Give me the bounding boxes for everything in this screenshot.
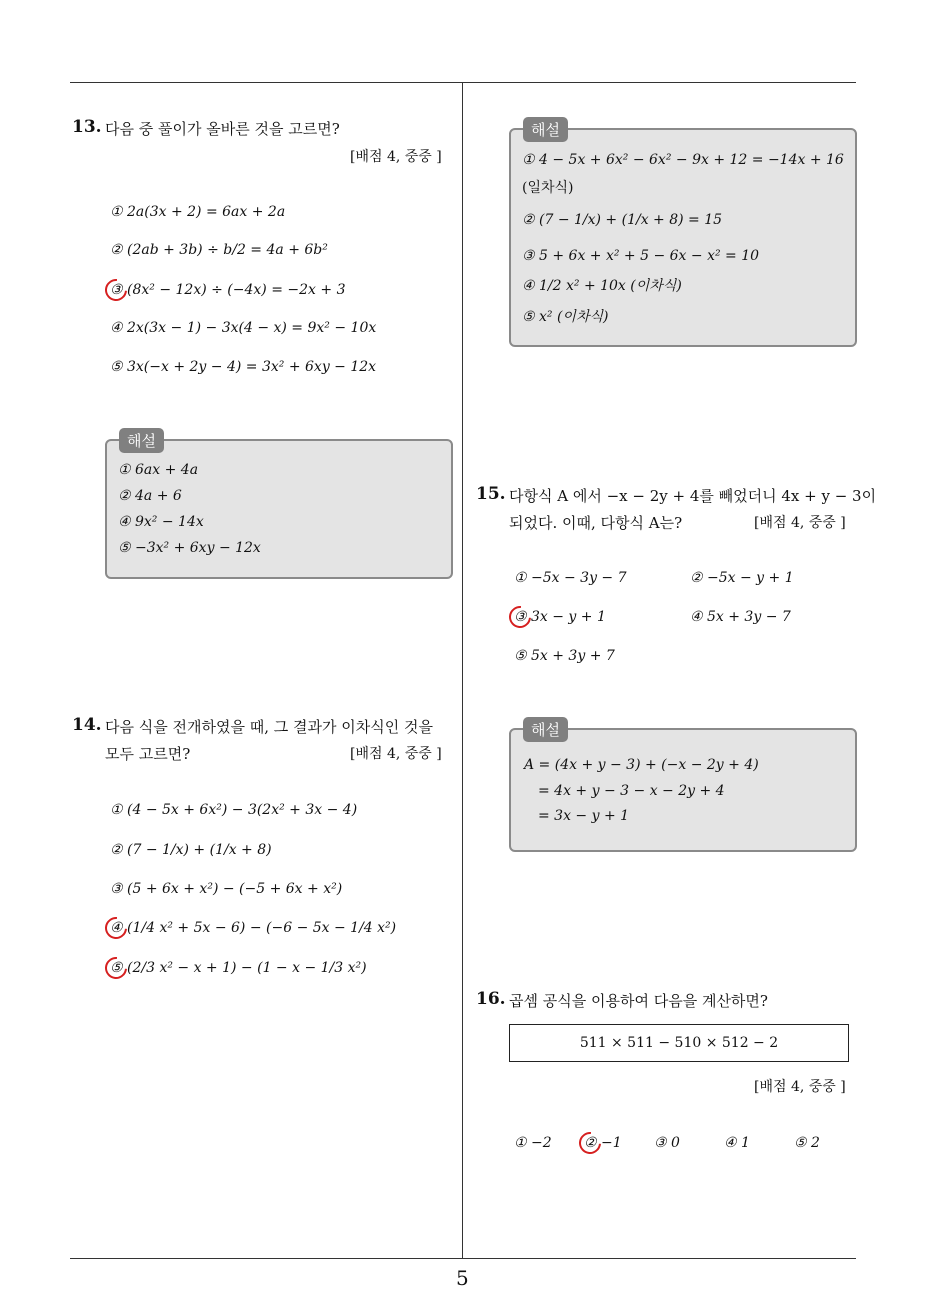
q15-text-line2: 되었다. 이때, 다항식 A는?	[509, 514, 683, 532]
q13-option-5[interactable]: ⑤ 3x(−x + 2y − 4) = 3x² + 6xy − 12x	[110, 359, 377, 375]
q13-text: 다음 중 풀이가 올바른 것을 고르면?	[105, 120, 340, 138]
q14-solution-line: ③ 5 + 6x + x² + 5 − 6x − x² = 10	[522, 248, 760, 264]
q16-option-2[interactable]: ② −1	[584, 1135, 622, 1151]
q16-option-5[interactable]: ⑤ 2	[794, 1135, 820, 1151]
q13-solution-tag: 해설	[119, 428, 164, 453]
q14-solution-line: ① 4 − 5x + 6x² − 6x² − 9x + 12 = −14x + 16	[522, 152, 844, 168]
q15-solution-line: A = (4x + y − 3) + (−x − 2y + 4)	[524, 757, 759, 773]
q16-option-1[interactable]: ① −2	[514, 1135, 552, 1151]
q16-number: 16.	[476, 989, 506, 1009]
q13-solution-line: ⑤ −3x² + 6xy − 12x	[118, 540, 261, 556]
q15-meta: [배점 4, 중중 ]	[754, 515, 846, 531]
q13-number: 13.	[72, 117, 102, 137]
answer-circle-icon	[101, 913, 132, 944]
q14-number: 14.	[72, 715, 102, 735]
q13-option-2[interactable]: ② (2ab + 3b) ÷ b/2 = 4a + 6b²	[110, 242, 328, 258]
q16-text: 곱셈 공식을 이용하여 다음을 계산하면?	[509, 992, 768, 1010]
q14-solution-line: (일차식)	[522, 180, 574, 196]
q14-solution-line: ⑤ x² (이차식)	[522, 309, 609, 325]
q14-text-line2: 모두 고르면?	[105, 745, 191, 763]
q14-solution-tag: 해설	[523, 117, 568, 142]
q14-solution-line: ④ 1/2 x² + 10x (이차식)	[522, 278, 682, 294]
q14-option-5[interactable]: ⑤ (2/3 x² − x + 1) − (1 − x − 1/3 x²)	[110, 960, 367, 976]
top-rule	[70, 82, 856, 83]
q14-option-2[interactable]: ② (7 − 1/x) + (1/x + 8)	[110, 842, 272, 858]
q14-option-4[interactable]: ④ (1/4 x² + 5x − 6) − (−6 − 5x − 1/4 x²)	[110, 920, 397, 936]
q13-option-4[interactable]: ④ 2x(3x − 1) − 3x(4 − x) = 9x² − 10x	[110, 320, 377, 336]
q14-meta: [배점 4, 중중 ]	[350, 746, 442, 762]
q14-option-3[interactable]: ③ (5 + 6x + x²) − (−5 + 6x + x²)	[110, 881, 343, 897]
q16-expression-box: 511 × 511 − 510 × 512 − 2	[509, 1024, 849, 1062]
q15-solution-line: = 4x + y − 3 − x − 2y + 4	[538, 783, 725, 799]
q13-solution-box	[105, 439, 453, 579]
q15-option-5[interactable]: ⑤ 5x + 3y + 7	[514, 648, 615, 664]
answer-circle-icon	[101, 953, 132, 984]
q15-option-2[interactable]: ② −5x − y + 1	[690, 570, 794, 586]
q16-option-4[interactable]: ④ 1	[724, 1135, 750, 1151]
q13-solution-line: ① 6ax + 4a	[118, 462, 199, 478]
q15-option-3[interactable]: ③ 3x − y + 1	[514, 609, 606, 625]
answer-circle-icon	[505, 602, 536, 633]
q13-option-1[interactable]: ① 2a(3x + 2) = 6ax + 2a	[110, 204, 286, 220]
q14-solution-line: ② (7 − 1/x) + (1/x + 8) = 15	[522, 212, 723, 228]
page-number: 5	[456, 1266, 469, 1290]
answer-circle-icon	[575, 1128, 606, 1159]
bottom-rule	[70, 1258, 856, 1259]
q15-option-1[interactable]: ① −5x − 3y − 7	[514, 570, 627, 586]
q15-solution-tag: 해설	[523, 717, 568, 742]
q15-solution-line: = 3x − y + 1	[538, 808, 630, 824]
q13-solution-line: ④ 9x² − 14x	[118, 514, 204, 530]
q14-option-1[interactable]: ① (4 − 5x + 6x²) − 3(2x² + 3x − 4)	[110, 802, 358, 818]
q16-meta: [배점 4, 중중 ]	[754, 1079, 846, 1095]
q13-solution-line: ② 4a + 6	[118, 488, 182, 504]
q15-option-4[interactable]: ④ 5x + 3y − 7	[690, 609, 791, 625]
q16-option-3[interactable]: ③ 0	[654, 1135, 680, 1151]
q15-number: 15.	[476, 484, 506, 504]
q13-meta: [배점 4, 중중 ]	[350, 149, 442, 165]
q13-option-3[interactable]: ③ (8x² − 12x) ÷ (−4x) = −2x + 3	[110, 282, 346, 298]
q14-text: 다음 식을 전개하였을 때, 그 결과가 이차식인 것을	[105, 718, 433, 736]
column-divider	[462, 82, 463, 1258]
answer-circle-icon	[101, 275, 132, 306]
q15-text: 다항식 A 에서 −x − 2y + 4를 빼었더니 4x + y − 3이	[509, 487, 877, 505]
